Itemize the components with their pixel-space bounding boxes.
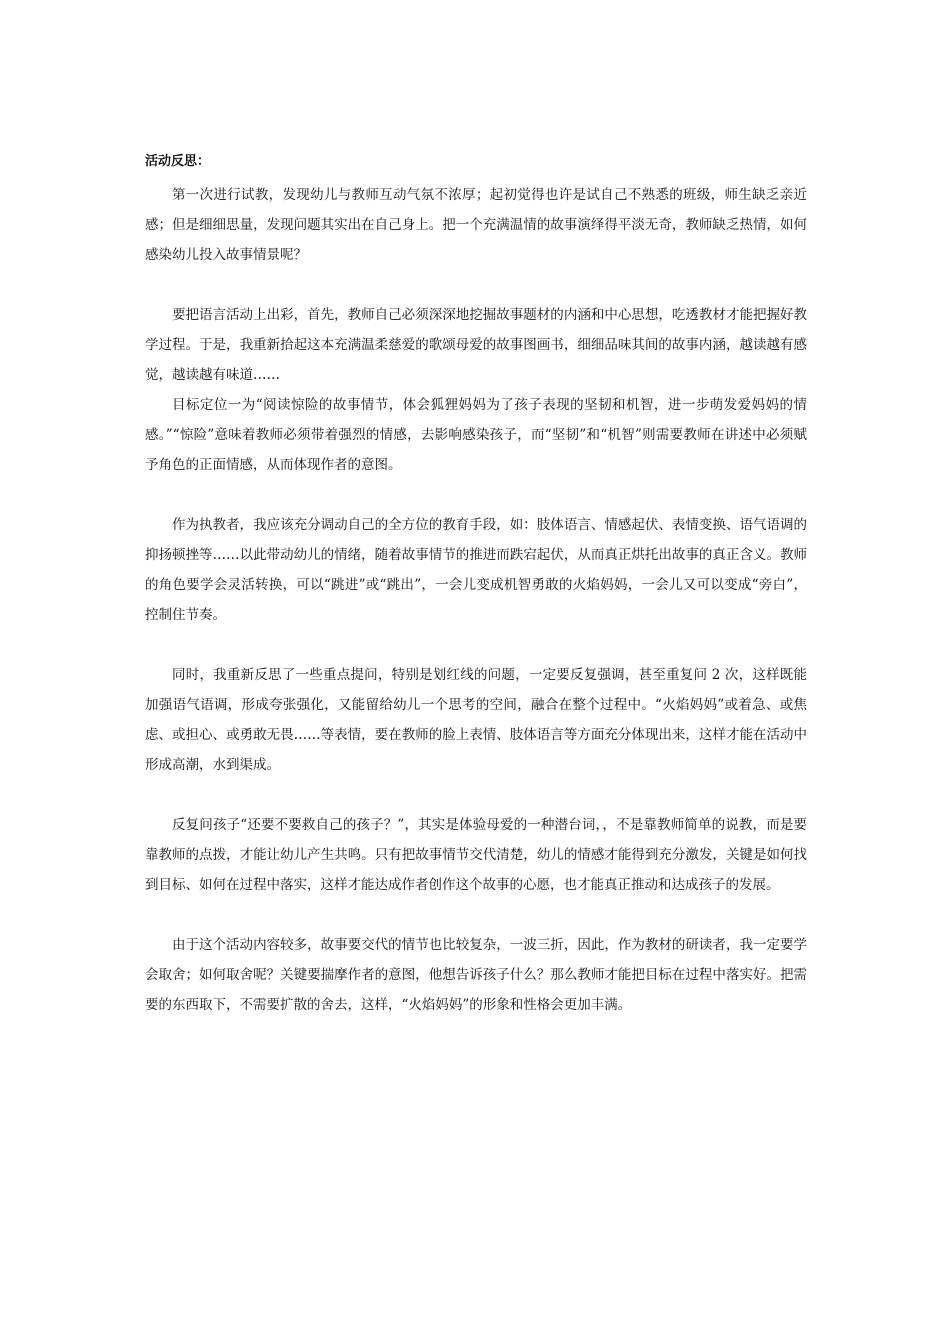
- paragraph-teaching-means: 作为执教者，我应该充分调动自己的全方位的教育手段，如：肢体语言、情感起伏、表情变换、语气语调的抑扬顿挫等……以此带动幼儿的情绪，随着故事情节的推进而跌宕起伏，从而真正烘托出故事的真正含义。教师的角色要学会灵活转换，可以“跳进”或“跳出”，一会儿变成机智勇敢的火焰妈妈，一会儿又可以变成“旁白”，控制住节奏。: [145, 517, 807, 623]
- paragraph-goal: 目标定位一为“阅读惊险的故事情节，体会狐狸妈妈为了孩子表现的坚韧和机智，进一步萌发爱妈妈的情感。”“惊险”意味着教师必须带着强烈的情感，去影响感染孩子，而“坚韧”和“机智”则需要教师在讲述中必须赋予角色的正面情感，从而体现作者的意图。: [145, 397, 807, 473]
- paragraph-repeat-question: 反复问孩子“还要不要救自己的孩子？”，其实是体验母爱的一种潜台词，，不是靠教师简单的说教，而是要靠教师的点拨，才能让幼儿产生共鸣。只有把故事情节交代清楚，幼儿的情感才能得到充分激发，关键是如何找到目标、如何在过程中落实，这样才能达成作者创作这个故事的心愿，也才能真正推动和达成孩子的发展。: [145, 817, 807, 893]
- paragraph-selection: 由于这个活动内容较多，故事要交代的情节也比较复杂，一波三折，因此，作为教材的研读者，我一定要学会取舍；如何取舍呢？关键要揣摩作者的意图，他想告诉孩子什么？那么教师才能把目标在过程中落实好。把需要的东西取下，不需要扩散的舍去，这样，“火焰妈妈”的形象和性格会更加丰满。: [145, 937, 807, 1013]
- paragraph-key-questions: 同时，我重新反思了一些重点提问，特别是划红线的问题，一定要反复强调，甚至重复问 2 次，这样既能加强语气语调，形成夸张强化，又能留给幼儿一个思考的空间，融合在整个过程中。“火焰妈妈”或着急、或焦虑、或担心、或勇敢无畏……等表情，要在教师的脸上表情、肢体语言等方面充分体现出来，这样才能在活动中形成高潮，水到渠成。: [145, 667, 807, 773]
- paragraph-study-material: 要把语言活动上出彩，首先，教师自己必须深深地挖掘故事题材的内涵和中心思想，吃透教材才能把握好教学过程。于是，我重新拾起这本充满温柔慈爱的歌颂母爱的故事图画书，细细品味其间的故事内涵，越读越有感觉，越读越有味道……: [145, 307, 807, 383]
- section-heading: 活动反思：: [145, 154, 211, 169]
- paragraph-first-trial: 第一次进行试教，发现幼儿与教师互动气氛不浓厚；起初觉得也许是试自己不熟悉的班级，师生缺乏亲近感；但是细细思量，发现问题其实出在自己身上。把一个充满温情的故事演绎得平淡无奇，教师缺乏热情，如何感染幼儿投入故事情景呢？: [145, 187, 807, 263]
- document-page: [145, 152, 807, 1020]
